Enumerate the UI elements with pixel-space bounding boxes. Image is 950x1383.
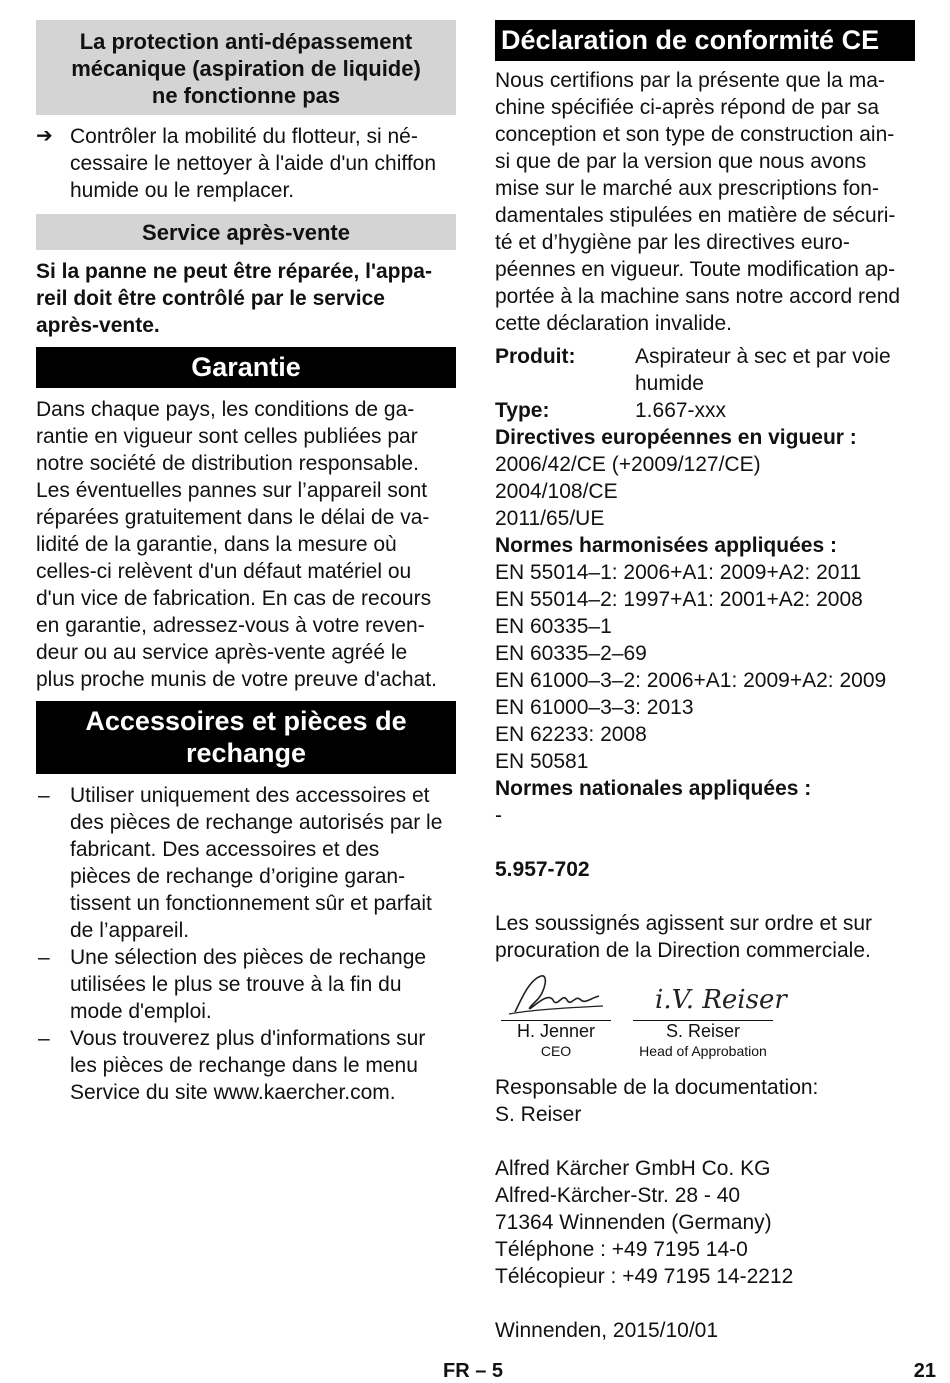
signer-name: H. Jenner [501, 1020, 611, 1041]
text-line: portée à la machine sans notre accord rend [495, 285, 901, 308]
norm-item: EN 55014–2: 1997+A1: 2001+A2: 2008 [495, 588, 863, 611]
type-row [495, 397, 915, 424]
text-line: Utiliser uniquement des accessoires et [70, 784, 430, 807]
text-line: Contrôler la mobilité du flotteur, si né- [70, 125, 418, 148]
heading-line: Déclaration de conformité CE [501, 25, 880, 55]
harmonised-label: Normes harmonisées appliquées : [495, 534, 837, 557]
text-line: réparées gratuitement dans le délai de va- [36, 506, 430, 529]
right-column [495, 20, 915, 1344]
text-line: Si la panne ne peut être réparée, l'appa- [36, 260, 432, 283]
text-line: cette déclaration invalide. [495, 312, 732, 335]
norm-item: EN 60335–1 [495, 615, 612, 638]
heading-line: Garantie [191, 352, 301, 382]
address-line: Téléphone : +49 7195 14-0 [495, 1238, 748, 1261]
text-line: si que de par la version que nous avons [495, 150, 867, 173]
float-check-step [36, 123, 456, 204]
type-label: Type: [495, 399, 550, 422]
heading-line: rechange [185, 738, 307, 768]
signer-name: S. Reiser [633, 1020, 773, 1041]
heading-line: ne fonctionne pas [151, 83, 341, 108]
norm-item: EN 55014–1: 2006+A1: 2009+A2: 2011 [495, 561, 862, 584]
dash-bullet: – [38, 784, 50, 807]
text-line: Les éventuelles pannes sur l’appareil sont [36, 479, 428, 502]
signature-script: i.V. Reiser [655, 985, 787, 1015]
warranty-text [36, 396, 456, 693]
norm-item: EN 61000–3–3: 2013 [495, 696, 694, 719]
text-line: tissent un fonctionnement sûr et parfait [70, 892, 432, 915]
address-line: Alfred-Kärcher-Str. 28 - 40 [495, 1184, 741, 1207]
list-item [36, 782, 456, 944]
signatures [495, 970, 915, 1062]
text-line: pièces de rechange d’origine garan- [70, 865, 406, 888]
text-line: fabricant. Des accessoires et des [70, 838, 380, 861]
text-line: cessaire le nettoyer à l'aide d'un chiffon [70, 152, 437, 175]
norm-item: EN 62233: 2008 [495, 723, 647, 746]
text-line: les pièces de rechange dans le menu [70, 1054, 418, 1077]
text-line: plus proche munis de votre preuve d'achat. [36, 668, 437, 691]
text-line: de l’appareil. [70, 919, 190, 942]
heading-line: mécanique (aspiration de liquide) [71, 56, 421, 81]
text-line: utilisées le plus se trouve à la fin du [70, 973, 402, 996]
text-line: péennes en vigueur. Toute modification ap- [495, 258, 896, 281]
signer-role: Head of Approbation [639, 1043, 767, 1059]
text-line: humide ou le remplacer. [70, 179, 295, 202]
text-line: té et d’hygiène par les directives euro- [495, 231, 850, 254]
declaration-intro [495, 67, 915, 337]
directive-item: 2011/65/UE [495, 507, 605, 530]
type-value: 1.667-xxx [635, 399, 727, 422]
product-row [495, 343, 915, 397]
heading-line: Accessoires et pièces de [85, 706, 407, 736]
text-line: chine spécifiée ci-après répond de par sa [495, 96, 880, 119]
after-sales-heading [36, 214, 456, 250]
arrow-icon: ➔ [36, 125, 53, 147]
handwritten-signature-icon [633, 970, 787, 1020]
signer-role: CEO [540, 1043, 572, 1059]
left-column [36, 20, 456, 1106]
warranty-heading [36, 347, 456, 388]
page-number: 21 [913, 1360, 936, 1382]
list-item [36, 944, 456, 1025]
product-value: Aspirateur à sec et par voie [635, 345, 891, 368]
text-line: des pièces de rechange autorisés par le [70, 811, 443, 834]
text-line: deur ou au service après-vente agréé le [36, 641, 408, 664]
place-date: Winnenden, 2015/10/01 [495, 1319, 719, 1342]
document-number: 5.957-702 [495, 858, 590, 881]
handwritten-signature-icon [501, 970, 611, 1020]
documentation-label: Responsable de la documentation: [495, 1076, 819, 1099]
text-line: rantie en vigueur sont celles publiées par [36, 425, 418, 448]
national-label: Normes nationales appliquées : [495, 777, 812, 800]
heading-line: La protection anti-dépassement [79, 29, 413, 54]
text-line: en garantie, adressez-vous à votre reven- [36, 614, 425, 637]
text-line: Une sélection des pièces de rechange [70, 946, 427, 969]
ce-declaration-heading [495, 20, 915, 61]
text-line: mise sur le marché aux prescriptions fon- [495, 177, 879, 200]
directives-label: Directives européennes en vigueur : [495, 426, 857, 449]
national-value: - [495, 804, 502, 827]
address-line: 71364 Winnenden (Germany) [495, 1211, 772, 1234]
text-line: conception et son type de construction ain- [495, 123, 895, 146]
text-line: celles-ci relèvent d'un défaut matériel ou [36, 560, 412, 583]
text-line: Service du site www.kaercher.com. [70, 1081, 396, 1104]
norm-item: EN 61000–3–2: 2006+A1: 2009+A2: 2009 [495, 669, 887, 692]
float-protection-heading [36, 20, 456, 115]
directive-item: 2004/108/CE [495, 480, 618, 503]
text-line: lidité de la garantie, dans la mesure où [36, 533, 397, 556]
signature-reiser [633, 970, 787, 1061]
dash-bullet: – [38, 1027, 50, 1050]
text-line: Nous certifions par la présente que la ma- [495, 69, 885, 92]
signature-jenner [501, 970, 611, 1061]
documentation-name: S. Reiser [495, 1103, 582, 1126]
product-label: Produit: [495, 345, 576, 368]
text-line: reil doit être contrôlé par le service [36, 287, 385, 310]
after-sales-text [36, 258, 456, 339]
text-line: mode d'emploi. [70, 1000, 212, 1023]
text-line: Dans chaque pays, les conditions de ga- [36, 398, 415, 421]
product-value: humide [635, 372, 704, 395]
text-line: notre société de distribution responsable. [36, 452, 419, 475]
text-line: procuration de la Direction commerciale. [495, 939, 871, 962]
norm-item: EN 60335–2–69 [495, 642, 647, 665]
directives-block [495, 424, 915, 964]
norm-item: EN 50581 [495, 750, 589, 773]
heading-line: Service après-vente [142, 220, 350, 245]
dash-bullet: – [38, 946, 50, 969]
accessories-heading [36, 701, 456, 774]
address-line: Alfred Kärcher GmbH Co. KG [495, 1157, 771, 1180]
address-line: Télécopieur : +49 7195 14-2212 [495, 1265, 794, 1288]
text-line: damentales stipulées en matière de sécuri- [495, 204, 896, 227]
text-line: après-vente. [36, 314, 160, 337]
text-line: d'un vice de fabrication. En cas de recours [36, 587, 432, 610]
footer-section-label: FR – 5 [443, 1360, 504, 1382]
documentation-block [495, 1074, 915, 1344]
text-line: Les soussignés agissent sur ordre et sur [495, 912, 873, 935]
directive-item: 2006/42/CE (+2009/127/CE) [495, 453, 761, 476]
list-item [36, 1025, 456, 1106]
text-line: Vous trouverez plus d'informations sur [70, 1027, 426, 1050]
